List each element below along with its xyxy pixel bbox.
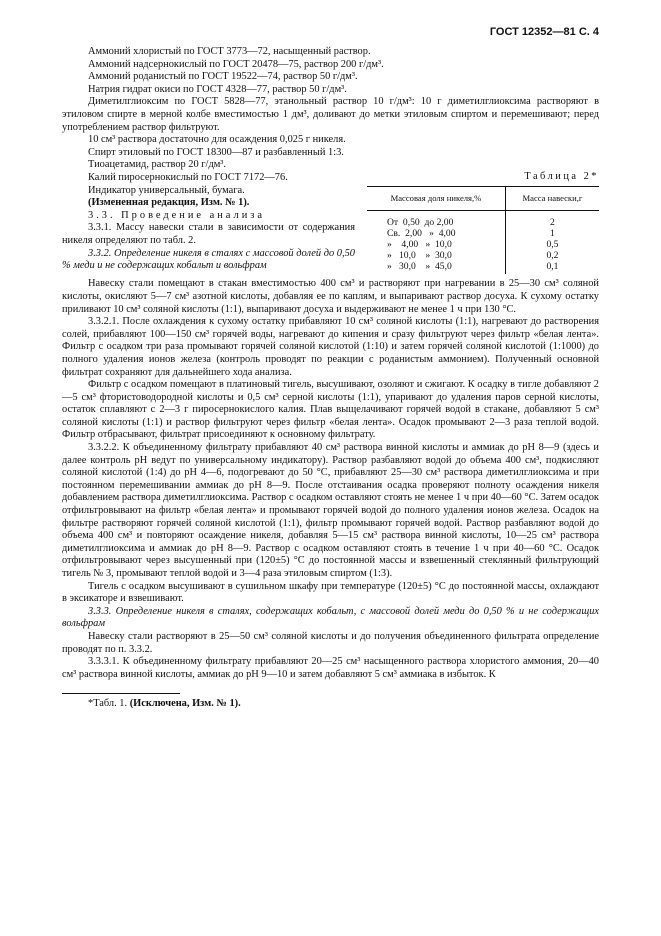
body-paragraph: 3.3.2.1. После охлаждения к сухому остатку прибавляют 10 см³ соляной кислоты (1:1), нагревают до растворения солей, прибавляют 100—150 см³ горячей воды, нагревают до кипения и сразу фильтруют через фильтр «белая лента». Фильтр с осадком три раза промывают горячей соляной кислотой (1:10) и затем горячей соляной кислотой (1:1000) до полного удаления ионов железа (контроль проводят по реакции с роданистым аммонием). Полученный основной фильтрат сохраняют для дальнейшего хода анализа. [62,316,599,378]
footnote-prefix: *Табл. 1. [88,698,130,710]
body-paragraph: Фильтр с осадком помещают в платиновый тигель, высушивают, озоляют и сжигают. К осадку в тигле добавляют 2—5 см³ фтористоводородной кислоты и 0,5 см³ серной кислоты (1:1), упаривают до удаления паров серной кислоты, остаток сплавляют с 2—3 г пиросернокислого калия. Плав выщелачивают горячей водой в стакане, добавляют 5 см³ соляной кислоты (1:1) и раствор фильтруют через фильтр «белая лента». Осадок промывают 2—3 раза теплой водой. Фильтр отбрасывают, фильтрат присоединяют к основному фильтрату. [62,379,599,441]
body-paragraph: Тигель с осадком высушивают в сушильном шкафу при температуре (120±5) °С до постоянной массы, охлаждают в эксикаторе и взвешивают. [62,580,599,605]
paragraph-3-3-3-1: 3.3.3.1. К объединенному фильтрату прибавляют 20—25 см³ насыщенного раствора хлористого аммония, 20—40 см³ раствора винной кислоты, аммиак до рН 9—10 и затем добавляют 5 см³ аммиака в избыток. К [62,656,599,680]
reagent-line: Калий пиросернокислый по ГОСТ 7172—76. [88,171,288,183]
body-paragraph: 3.3.2.2. К объединенному фильтрату прибавляют 40 см³ раствора винной кислоты и аммиак до рН 8—9 (здесь и далее контроль рН ведут по универсальному индикатору). Раствор разбавляют водой до объема 400 см³, подкисляют соляной кислотой (1:4) до рН 4—6, подогревают до 50 °С, прибавляют 25—30 см³ раствора диметилглиоксима и при постоянном перемешивании аммиак до рН 8—9. После отстаивания осадка проверяют полноту осаждения никеля добавлением раствора диметилглиоксима. Раствор с осадком оставляют стоять не менее 1 ч при 40—60 °С. Затем осадок отфильтровывают на фильтр «белая лента» и промывают горячей водой до полного удаления ионов железа. Осадок на фильтре растворяют горячей соляной кислотой (1:1), фильтр промывают горячей водой. Раствор разбавляют водой до объема 400 см³ и повторяют осаждение никеля, добавляя 5—15 см³ раствора винной кислоты, 10—25 см³ раствора диметилглиоксима и аммиак до рН 8—9. Раствор с осадком оставляют стоять в течение 1 ч при 40—60 °С. Осадок отфильтровывают через высушенный при (120±5) °С до постоянной массы и взвешенный стеклянный фильтрующий тигель № 3, промывают теплой водой и 3—4 раза этиловым спиртом (1:3). [62,442,599,579]
table-cell-range: » 10,0 » 30,0 [387,250,452,262]
subsection-title-3-3-2: 3.3.2. Определение никеля в сталях с массовой долей до 0,50 % меди и не содержащих кобальт и вольфрам [62,247,355,272]
reagent-note: 10 см³ раствора достаточно для осаждения 0,025 г никеля. [88,134,346,146]
table-cell-weight: 0,5 [505,239,599,250]
column-header-weight: Масса навески,г [505,187,599,211]
section-title: 3.3. Проведение анализа [88,209,265,221]
table-cell-weight: 0,1 [505,261,599,274]
table-cell-range: Св. 2,00 » 4,00 [387,228,456,240]
table-cell-weight: 0,2 [505,250,599,261]
table-cell-range: » 30,0 » 45,0 [387,261,452,273]
reagent-line: Аммоний роданистый по ГОСТ 19522—74, раствор 50 г/дм³. [88,71,358,83]
table-row [367,250,599,261]
edition-note: (Измененная редакция, Изм. № 1). [88,197,250,209]
footnote [88,698,599,711]
table-caption: Таблица 2* [524,170,599,182]
mass-table [367,186,599,274]
reagent-line: Тиоацетамид, раствор 20 г/дм³. [88,159,227,171]
body-paragraph: Навеску стали растворяют в 25—50 см³ соляной кислоты и до получения объединенного фильтрата определение проводят по п. 3.3.2. [62,630,599,655]
subsection-title-3-3-3: 3.3.3. Определение никеля в сталях, содержащих кобальт, с массовой долей меди до 0,50 % и не содержащих вольфрам [62,605,599,630]
reagent-paragraph: Диметилглиоксим по ГОСТ 5828—77, этанольный раствор 10 г/дм³: 10 г диметилглиоксима растворяют в этиловом спирте в мерной колбе вместимостью 1 дм³, доливают до метки этиловым спиртом и перемешивают; перед употреблением раствор фильтруют. [62,96,599,133]
reagent-line: Натрия гидрат окиси по ГОСТ 4328—77, раствор 50 г/дм³. [88,83,347,95]
page-header: ГОСТ 12352—81 С. 4 [489,26,599,38]
table-row [367,228,599,239]
footnote-bold: (Исключена, Изм. № 1). [129,698,241,710]
table-row [367,261,599,274]
reagent-line: Аммоний надсернокислый по ГОСТ 20478—75, раствор 200 г/дм³. [88,58,384,70]
reagent-line: Спирт этиловый по ГОСТ 18300—87 и разбавленный 1:3. [88,146,344,158]
table-row [367,239,599,250]
column-header-mass-fraction: Массовая доля никеля,% [367,187,505,211]
reagent-line: Индикатор универсальный, бумага. [88,184,245,196]
body-paragraph: Навеску стали помещают в стакан вместимостью 400 см³ и растворяют при нагревании в 25—30 см³ соляной кислоты, окисляют 5—7 см³ азотной кислоты, добавляя ее по каплям, и выпаривают раствор досуха. К сухому остатку приливают 10 см³ соляной кислоты (1:1), выпаривают досуха и выдерживают не менее 1 ч при 130 °С. [62,278,599,315]
table-row [367,211,599,229]
table-cell-weight: 2 [505,211,599,229]
footnote-divider [62,693,180,694]
paragraph-3-3-1: 3.3.1. Массу навески стали в зависимости от содержания никеля определяют по табл. 2. [62,222,355,246]
table-cell-range: От 0,50 до 2,00 [387,217,454,229]
reagent-line: Аммоний хлористый по ГОСТ 3773—72, насыщенный раствор. [88,46,371,57]
table-2 [367,147,599,275]
table-cell-range: » 4,00 » 10,0 [387,239,452,251]
table-cell-weight: 1 [505,228,599,239]
